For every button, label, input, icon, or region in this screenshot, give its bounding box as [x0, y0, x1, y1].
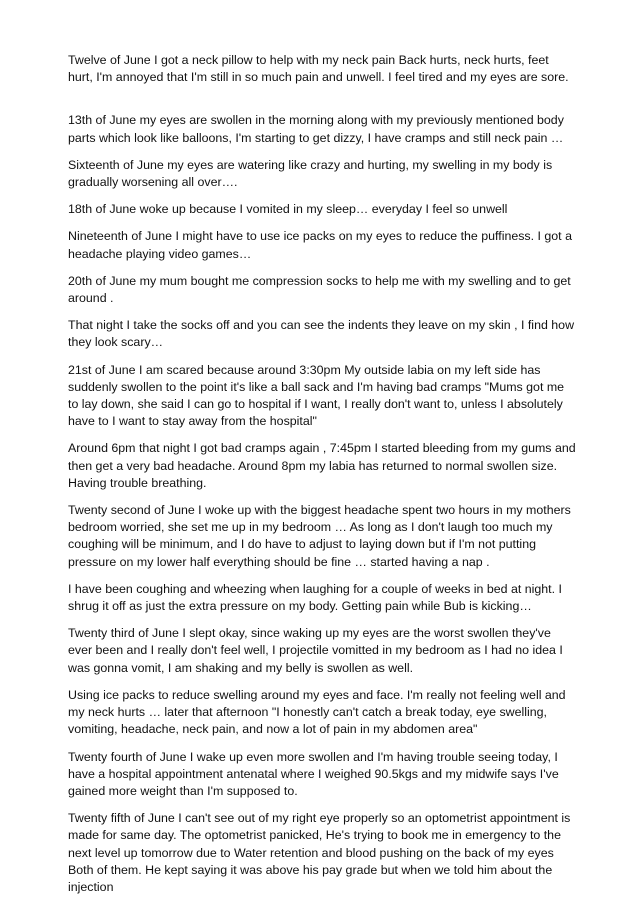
paragraph-june-23-ice-packs: Using ice packs to reduce swelling around my eyes and face. I'm really not feeling well and my neck hurts … later that afternoon "I honestly can't catch a break today, eye swelling, vomiting, headache, neck pain, and now a lot of pain in my abdomen area" — [68, 687, 566, 737]
paragraph-june-20-night: That night I take the socks off and you can see the indents they leave on my skin , I find how they look scary… — [68, 318, 575, 350]
paragraph-june-20: 20th of June my mum bought me compression socks to help me with my swelling and to get around . — [68, 273, 571, 306]
paragraph-june-21: 21st of June I am scared because around 3:30pm My outside labia on my left side has suddenly swollen to the point it's like a ball sack and I'm having bad cramps "Mums got me to lay down, she said I can go to hospital if I want, I really don't want to, unless I absolutely have to I want to stay away from the hospital" — [68, 362, 565, 429]
document-body — [68, 52, 576, 906]
paragraph-june-13: 13th of June my eyes are swollen in the morning along with my previously mentioned body parts which look like balloons, I'm starting to get dizzy, I have cramps and still neck pain … — [68, 113, 564, 145]
paragraph-june-19: Nineteenth of June I might have to use ice packs on my eyes to reduce the puffiness. I got a headache playing video games… — [68, 229, 572, 261]
paragraph-june-12: Twelve of June I got a neck pillow to help with my neck pain Back hurts, neck hurts, feet hurt, I'm annoyed that I'm still in so much pain and unwell. I feel tired and my eyes are sore. — [68, 53, 569, 85]
paragraph-coughing: I have been coughing and wheezing when laughing for a couple of weeks in bed at night. I shrug it off as just the extra pressure on my body. Getting pain while Bub is kicking… — [68, 581, 562, 614]
paragraph-june-16: Sixteenth of June my eyes are watering like crazy and hurting, my swelling in my body is gradually worsening all over…. — [68, 157, 553, 190]
paragraph-june-18: 18th of June woke up because I vomited in my sleep… everyday I feel so unwell — [68, 202, 508, 217]
paragraph-june-25: Twenty fifth of June I can't see out of my right eye properly so an optometrist appointment is made for same day. The optometrist panicked, He's trying to book me in emergency to the next level up tomorrow due to Water retention and blood pushing on the back of my eyes Both of them. He kept saying it was above his pay grade but when we told him about the injection — [68, 811, 571, 894]
paragraph-june-23: Twenty third of June I slept okay, since waking up my eyes are the worst swollen they've ever been and I really don't feel well, I projectile vomitted in my bedroom as I had no idea I was gonna vomit, I am shaking and my belly is swollen as well. — [68, 626, 563, 675]
paragraph-june-22: Twenty second of June I woke up with the biggest headache spent two hours in my mothers bedroom worried, she set me up in my bedroom … As long as I don't laugh too much my coughing will be minimum, and I do have to adjust to laying down but if I'm not putting pressure on my lower half everything should be fine … started having a nap . — [68, 503, 571, 569]
paragraph-june-24: Twenty fourth of June I wake up even more swollen and I'm having trouble seeing today, I have a hospital appointment antenatal where I weighed 90.5kgs and my midwife says I've gained more weight than I'm supposed to. — [68, 749, 559, 798]
paragraph-june-21-evening: Around 6pm that night I got bad cramps again , 7:45pm I started bleeding from my gums and then get a very bad headache. Around 8pm my labia has returned to normal swollen size. Having trouble breathing. — [68, 441, 576, 490]
